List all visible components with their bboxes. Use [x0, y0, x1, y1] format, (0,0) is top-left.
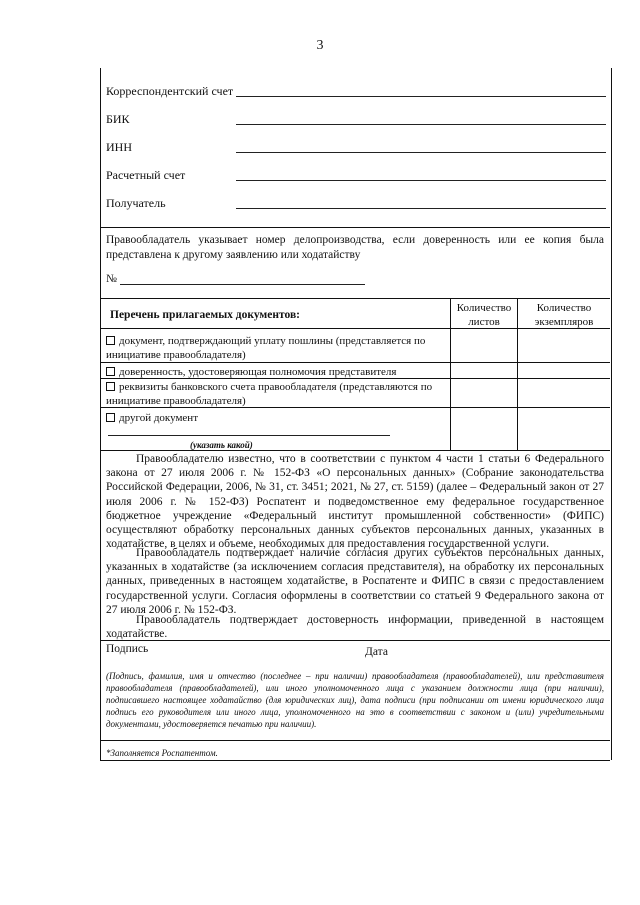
documents-table-title: Перечень прилагаемых документов: [110, 309, 300, 321]
consent-paragraph-2: Правообладатель подтверждает наличие согласия других субъектов персональных данных, указанных в ходатайстве (за исключением согласия представителя), на обработку их персональных данных, приведенных в настоящем ходатайстве, в Роспатенте и ФИПС в связи с предоставлением государственной услуги. Согласия оформлены в соответствии со статьей 9 Федерального закона от 27 июля 2006 г. № 152-ФЗ. [106, 547, 604, 616]
inn-field[interactable] [236, 152, 606, 153]
column-header-copies: Количество экземпляров [534, 302, 594, 328]
column-header-sheets: Количество листов [456, 302, 512, 328]
case-number-field[interactable] [120, 284, 365, 285]
recipient-label: Получатель [106, 196, 166, 210]
date-label: Дата [365, 646, 388, 658]
divider [100, 450, 610, 451]
divider [100, 298, 610, 299]
table-row-divider [100, 328, 610, 329]
bik-label: БИК [106, 112, 130, 126]
document-label: другой документ [119, 412, 199, 424]
divider [100, 640, 610, 641]
specify-note: (указать какой) [190, 440, 253, 450]
checkbox[interactable] [106, 413, 115, 422]
table-column-divider [517, 298, 518, 450]
correspondent-account-label: Корреспондентский счет [106, 84, 234, 98]
table-row-divider [100, 362, 610, 363]
signature-label: Подпись [106, 643, 149, 655]
document-label: доверенность, удостоверяющая полномочия представителя [119, 366, 397, 378]
divider [100, 740, 610, 741]
correspondent-account-field[interactable] [236, 96, 606, 97]
recipient-field[interactable] [236, 208, 606, 209]
consent-paragraph-3: Правообладатель подтверждает достоверность информации, приведенной в настоящем ходатайстве. [106, 614, 604, 641]
table-column-divider [450, 298, 451, 450]
checkbox[interactable] [106, 367, 115, 376]
table-row [106, 411, 446, 425]
signature-note: (Подпись, фамилия, имя и отчество (последнее – при наличии) правообладателя (правообладателей), или представителя правообладателя (правообладателей), или иного уполномоченного лица с указанием должности лица (при наличии), подписавшего настоящее ходатайство (для юридических лиц), дата подписи (при подписании от имени юридического лица подпись его руководителя или иного лица, уполномоченного на это в соответствии с законом и (или) учредительными документами, удостоверяется печатью при наличии). [106, 671, 604, 729]
other-document-field[interactable] [108, 435, 390, 436]
table-row [106, 365, 446, 379]
settlement-account-field[interactable] [236, 180, 606, 181]
settlement-account-label: Расчетный счет [106, 168, 186, 182]
table-row [106, 334, 446, 362]
footnote: *Заполняется Роспатентом. [106, 748, 218, 758]
checkbox[interactable] [106, 382, 115, 391]
document-label: реквизиты банковского счета правообладателя (представляются по инициативе правообладателя) [106, 381, 433, 407]
divider [100, 227, 610, 228]
document-label: документ, подтверждающий уплату пошлины (представляется по инициативе правообладателя) [106, 335, 426, 361]
inn-label: ИНН [106, 140, 132, 154]
table-row-divider [100, 378, 610, 379]
number-sign: № [106, 273, 117, 285]
table-row-divider [100, 407, 610, 408]
case-number-note: Правообладатель указывает номер делопроизводства, если доверенность или ее копия была представлена к другому заявлению или ходатайству [106, 234, 604, 261]
page-number: 3 [316, 38, 324, 53]
bik-field[interactable] [236, 124, 606, 125]
table-row [106, 380, 448, 408]
consent-paragraph-1: Правообладателю известно, что в соответствии с пунктом 4 части 1 статьи 6 Федерального закона от 27 июля 2006 г. № 152-ФЗ «О персональных данных» (Собрание законодательства Российской Федерации, 2006, № 31, ст. 3451; 2021, № 27, ст. 5159) (далее – Федеральный закон от 27 июля 2006 г. № 152-ФЗ) Роспатент и подведомственное ему федеральное государственное бюджетное учреждение «Федеральный институт промышленной собственности» (ФИПС) осуществляют обработку персональных данных субъектов персональных данных, указанных в ходатайстве, в целях и объеме, необходимых для предоставления государственной услуги. [106, 453, 604, 551]
divider [100, 760, 610, 761]
checkbox[interactable] [106, 336, 115, 345]
